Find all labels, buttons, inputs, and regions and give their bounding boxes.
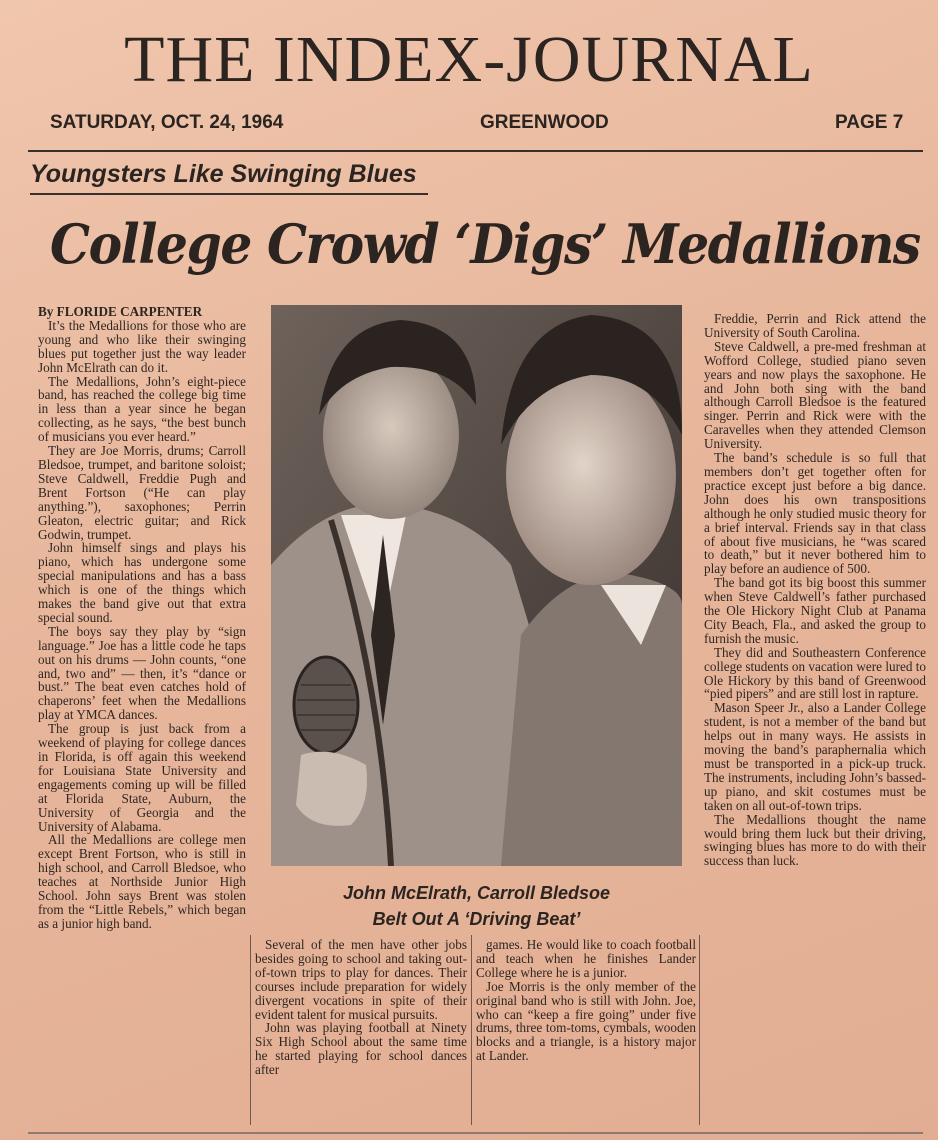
paragraph: The boys say they play by “sign language.” Joe has a little code he taps out on his drums — John counts, “one and, two and” — then, it’s “dance or bust.” The beat even catches hold of chaperons’ feet when the Medallions play at YMCA dances. bbox=[38, 623, 246, 723]
article-column-1 bbox=[38, 305, 246, 1125]
paragraph: Steve Caldwell, a pre-med freshman at Wofford College, studied piano seven years and now plays the saxophone. He and John both sing with the band although Carroll Bledsoe is the featured singer. Perrin and Rick were with the Caravelles when they attended Clemson University. bbox=[704, 338, 926, 452]
paragraph: The group is just back from a weekend of playing for college dances in Florida, is off again this weekend for Louisiana State University and engagements coming up will be filled at Florida State, Auburn, the University of Georgia and the University of Alabama. bbox=[38, 721, 246, 834]
paragraph: All the Medallions are college men except Brent Fortson, who is still in high school, and Carroll Bledsoe, who teaches at Northside Junior High School. John says Brent was stolen from the “Little Rebels,” which began as a junior high band. bbox=[38, 832, 246, 931]
column-divider bbox=[471, 935, 472, 1125]
paragraph: The band got its big boost this summer when Steve Caldwell’s father purchased the Ole Hickory Night Club at Panama City Beach, Fla., and asked the group to furnish the music. bbox=[704, 575, 926, 646]
photo-caption bbox=[271, 880, 682, 932]
paragraph: They are Joe Morris, drums; Carroll Bledsoe, trumpet, and baritone soloist; Steve Caldwell, Freddie Pugh and Brent Fortson (“He can play anything.”), saxophones; Perrin Gleaton, electric guitar; and Rick Godwin, trumpet. bbox=[38, 443, 246, 542]
article-column-2 bbox=[255, 938, 467, 1128]
dateline-city: GREENWOOD bbox=[480, 112, 609, 133]
column-divider bbox=[699, 935, 700, 1125]
kicker: Youngsters Like Swinging Blues bbox=[30, 160, 417, 188]
article-column-3 bbox=[476, 938, 696, 1128]
dateline-date: SATURDAY, OCT. 24, 1964 bbox=[50, 112, 284, 133]
band-photo bbox=[271, 305, 682, 866]
paragraph: games. He would like to coach football and teach when he finishes Lander College where he is a junior. bbox=[476, 938, 696, 980]
paragraph: Mason Speer Jr., also a Lander College student, is not a member of the band but helps out in many ways. He assists in moving the band’s paraphernalia which must be transported in a pick-up truck. The instruments, including John’s bassed-up piano, and skit costumes must be taken on all out-of-town trips. bbox=[704, 700, 926, 813]
column-divider bbox=[250, 935, 251, 1125]
kicker-underline bbox=[30, 193, 428, 195]
byline: By FLORIDE CARPENTER bbox=[38, 305, 203, 319]
paragraph: It’s the Medallions for those who are young and who like their swinging blues put together just the way leader John McElrath can do it. bbox=[38, 317, 246, 375]
headline: College Crowd ‘Digs’ Medallions bbox=[50, 212, 920, 276]
paragraph: John was playing football at Ninety Six High School about the same time he started playing for school dances after bbox=[255, 1020, 467, 1078]
masthead: THE INDEX-JOURNAL bbox=[124, 23, 814, 96]
paragraph: Joe Morris is the only member of the original band who is still with John. Joe, who can “keep a fire going” under five drums, three tom-toms, cymbals, wooden blocks and a triangle, is a history major at Lander. bbox=[476, 978, 696, 1064]
paragraph: The band’s schedule is so full that members don’t get together often for practice except just before a big dance. John does his own transpositions although he only studied music theory for a brief interval. Friends say in that class of about five musicians, he “was scared to death,” but it never bothered him to play before an audience of 500. bbox=[704, 450, 926, 577]
paragraph: They did and Southeastern Conference college students on vacation were lured to Ole Hickory by this band of Greenwood “pied pipers” and are still lost in rapture. bbox=[704, 644, 926, 702]
bottom-rule bbox=[28, 1132, 923, 1134]
paragraph: Several of the men have other jobs besides going to school and taking out-of-town trips to play for dances. Their courses include preparation for widely divergent vocations in spite of their evident talent for musical pursuits. bbox=[255, 938, 467, 1022]
paragraph: The Medallions, John’s eight-piece band, has reached the college big time in less than a year since he began collecting, as he says, “the best bunch of musicians you ever heard.” bbox=[38, 373, 246, 445]
caption-line-1: John McElrath, Carroll Bledsoe bbox=[342, 883, 611, 903]
article-column-4 bbox=[704, 312, 926, 1127]
masthead-rule bbox=[28, 150, 923, 152]
paragraph: John himself sings and plays his piano, which has undergone some special manipulations and has a bass which is one of the things which makes the band give out that extra special sound. bbox=[38, 540, 246, 625]
paragraph: The Medallions thought the name would bring them luck but their driving, swinging blues has more to do with their success than luck. bbox=[704, 811, 926, 869]
caption-line-2: Belt Out A ‘Driving Beat’ bbox=[372, 909, 581, 929]
dateline-page: PAGE 7 bbox=[835, 112, 904, 133]
paragraph: Freddie, Perrin and Rick attend the University of South Carolina. bbox=[704, 312, 926, 340]
